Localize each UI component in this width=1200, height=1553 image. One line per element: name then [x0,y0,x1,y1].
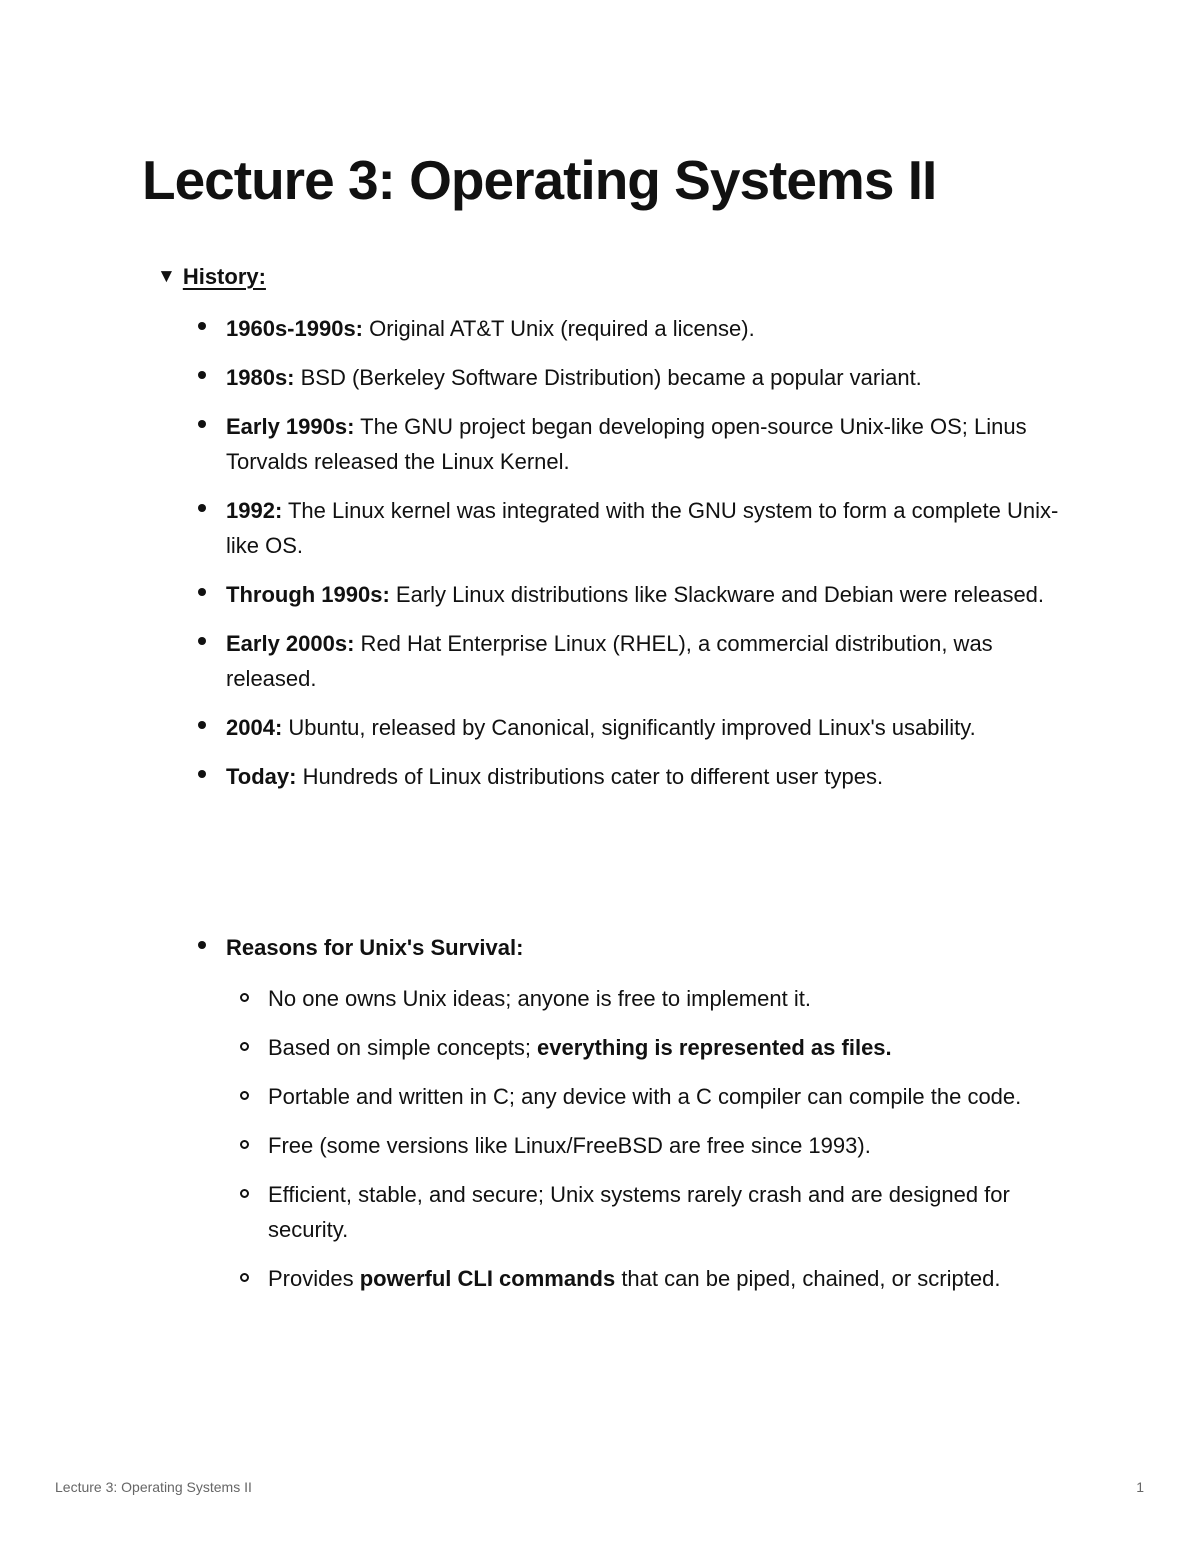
history-text: Hundreds of Linux distributions cater to different user types. [296,764,884,789]
reason-text: No one owns Unix ideas; anyone is free to implement it. [268,986,811,1011]
bullet-icon [198,420,206,428]
footer-title: Lecture 3: Operating Systems II [55,1479,252,1495]
reason-emphasis: everything is represented as files. [537,1035,892,1060]
history-item [226,360,1066,395]
history-item [226,577,1066,612]
hollow-bullet-icon [240,1091,249,1100]
reason-item [268,1177,1048,1247]
reason-text: Portable and written in C; any device with a C compiler can compile the code. [268,1084,1022,1109]
history-text: The Linux kernel was integrated with the GNU system to form a complete Unix-like OS. [226,498,1059,558]
hollow-bullet-icon [240,1140,249,1149]
history-text: BSD (Berkeley Software Distribution) became a popular variant. [294,365,922,390]
triangle-down-icon[interactable]: ▼ [157,266,176,287]
history-text: Original AT&T Unix (required a license). [363,316,755,341]
history-text: Red Hat Enterprise Linux (RHEL), a commercial distribution, was released. [226,631,993,691]
bullet-icon [198,371,206,379]
history-term: Early 2000s: [226,631,355,656]
bullet-icon [198,504,206,512]
reason-emphasis: powerful CLI commands [359,1266,616,1291]
history-term: 1980s: [226,365,295,390]
history-text: Early Linux distributions like Slackware and Debian were released. [389,582,1045,607]
reason-text: Provides [268,1266,360,1291]
history-text: The GNU project began developing open-source Unix-like OS; Linus Torvalds released the Linux Kernel. [226,414,1027,474]
reasons-item [226,930,1066,965]
bullet-icon [198,721,206,729]
history-item [226,493,1066,563]
reasons-heading: Reasons for Unix's Survival: [226,935,524,960]
reason-item [268,1030,1048,1065]
bullet-icon [198,637,206,645]
history-toggle[interactable] [157,262,266,292]
history-item [226,759,1066,794]
history-term: Through 1990s: [226,582,390,607]
hollow-bullet-icon [240,993,249,1002]
reason-item [268,1128,1048,1163]
reasons-sub-list [268,981,1048,1310]
reason-text: Free (some versions like Linux/FreeBSD are free since 1993). [268,1133,871,1158]
history-item [226,626,1066,696]
history-term: Today: [226,764,297,789]
history-toggle-label[interactable]: History: [182,264,266,289]
reason-item [268,1079,1048,1114]
history-term: 2004: [226,715,283,740]
history-item [226,710,1066,745]
page-number: 1 [1136,1479,1144,1495]
reason-item [268,1261,1048,1296]
history-term: Early 1990s: [226,414,355,439]
history-item [226,311,1066,346]
hollow-bullet-icon [240,1042,249,1051]
hollow-bullet-icon [240,1189,249,1198]
page-title: Lecture 3: Operating Systems II [142,149,937,211]
history-term: 1960s-1990s: [226,316,364,341]
reasons-list [226,930,1066,965]
bullet-icon [198,941,206,949]
reason-text-end: that can be piped, chained, or scripted. [615,1266,1001,1291]
reason-item [268,981,1048,1016]
hollow-bullet-icon [240,1273,249,1282]
history-item [226,409,1066,479]
reason-text: Based on simple concepts; [268,1035,538,1060]
history-term: 1992: [226,498,283,523]
reason-text: Efficient, stable, and secure; Unix systems rarely crash and are designed for security. [268,1182,1010,1242]
history-text: Ubuntu, released by Canonical, significantly improved Linux's usability. [282,715,976,740]
history-list [226,311,1066,808]
bullet-icon [198,770,206,778]
bullet-icon [198,322,206,330]
bullet-icon [198,588,206,596]
